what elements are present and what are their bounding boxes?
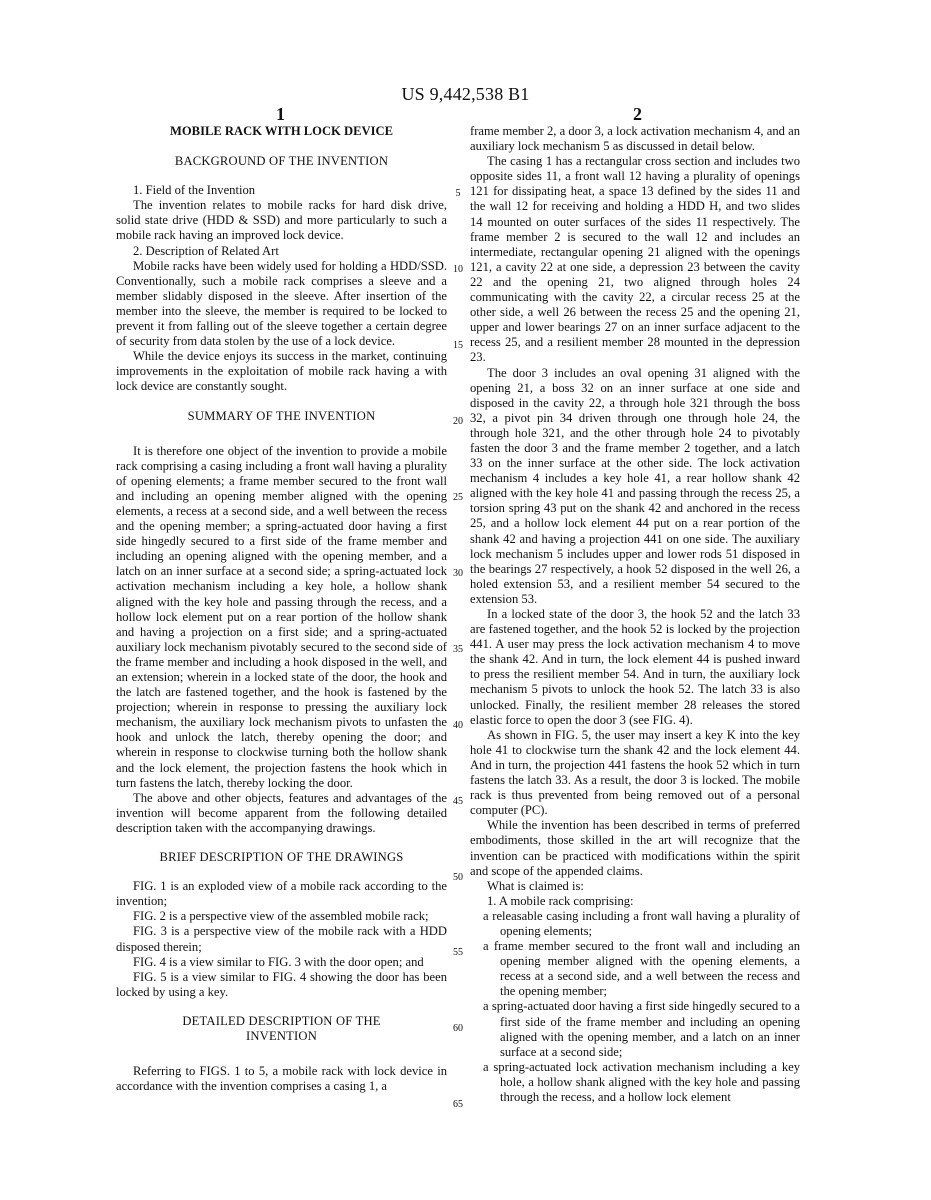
claim-1-element-d: a spring-actuated lock activation mechanism including a key hole, a hollow shank aligned with the key hole and passing through the recess, and a hollow lock element xyxy=(483,1059,800,1104)
line-number-35: 35 xyxy=(453,644,463,655)
heading-detailed-description: DETAILED DESCRIPTION OF THE INVENTION xyxy=(182,1013,381,1043)
detailed-paragraph: Referring to FIGS. 1 to 5, a mobile rack with lock device in accordance with the invention comprises a casing 1, a xyxy=(116,1064,447,1094)
field-heading: 1. Field of the Invention xyxy=(133,183,256,198)
line-number-15: 15 xyxy=(453,340,463,351)
fig3-description: FIG. 3 is a perspective view of the mobile rack with a HDD disposed therein; xyxy=(116,924,447,954)
heading-brief-description: BRIEF DESCRIPTION OF THE DRAWINGS xyxy=(159,850,404,865)
left-column xyxy=(116,124,447,1094)
body-paragraph-4: In a locked state of the door 3, the hook 52 and the latch 33 are fastened together, and the hook 52 is locked by the projection 441. A user may press the lock activation mechanism 4 to move the shank 42. And in turn, the lock element 44 is pushed inward to press the resilient member 54. And in turn, the auxiliary lock mechanism 5 pivots to unlock the hook 52. The latch 33 is also unlocked. Finally, the resilient member 28 releases the stored elastic force to open the door 3 (see FIG. 4). xyxy=(470,607,800,727)
claim-1-element-c: a spring-actuated door having a first side hingedly secured to a first side of the frame member and including an opening aligned with the opening member, and a latch on an inner surface at a second side; xyxy=(483,999,800,1059)
claim-1: 1. A mobile rack comprising: xyxy=(487,893,634,908)
column-number-left: 1 xyxy=(276,104,285,124)
body-paragraph-1: frame member 2, a door 3, a lock activation mechanism 4, and an auxiliary lock mechanism 5 as discussed in detail below. xyxy=(470,124,800,154)
line-number-60: 60 xyxy=(453,1023,463,1034)
fig4-description: FIG. 4 is a view similar to FIG. 3 with the door open; and xyxy=(133,954,424,969)
fig1-description: FIG. 1 is an exploded view of a mobile rack according to the invention; xyxy=(116,879,447,909)
body-paragraph-3: The door 3 includes an oval opening 31 aligned with the opening 21, a boss 32 on an inner surface at one side and disposed in the cavity 22, a through hole 321 through the boss 32, a pivot pin 34 driven through one through hole 24, the through hole 321, and the other through hole 24 to pivotably fasten the door 3 and the frame member 2 together, and a latch 33 on the inner surface at the other side. The lock activation mechanism 4 includes a key hole 41, a rear hollow shank 42 aligned with the key hole 41 and passing through the recess 25, a torsion spring 43 put on the shank 42 and anchored in the recess 25, and a hollow lock element 44 put on a rear portion of the shank 42 and having a projection 441 on one side. The auxiliary lock mechanism 5 includes upper and lower rods 51 disposed in the bearings 27 respectively, a hook 52 disposed in the well 26, a holed extension 53, and a resilient member 54 secured to the extension 53. xyxy=(470,365,800,606)
fig5-description: FIG. 5 is a view similar to FIG. 4 showing the door has been locked by using a key. xyxy=(116,969,447,999)
patent-title: MOBILE RACK WITH LOCK DEVICE xyxy=(170,124,393,138)
line-number-25: 25 xyxy=(453,492,463,503)
related-paragraph: Mobile racks have been widely used for holding a HDD/SSD. Conventionally, such a mobile rack comprises a sleeve and a member slidably disposed in the sleeve. After insertion of the member into the sleeve, the member is required to be locked to prevent it from falling out of the sleeve together a certain degree of security from data stolen by the use of a lock device. xyxy=(116,258,447,349)
summary-paragraph: It is therefore one object of the invention to provide a mobile rack comprising a casing including a front wall having a plurality of opening elements; a frame member secured to the front wall and including an opening member aligned with the opening elements, a recess at a second side, and a well between the recess and the opening member; a spring-actuated door having a first side hingedly secured to a first side of the frame member and including an opening aligned with the opening member, and a latch on an inner surface at a second side; a spring-actuated lock activation mechanism including a key hole, a hollow shank aligned with the key hole and passing through the recess, and a hollow lock element put on a rear portion of the hollow shank and having a projection on a first side; and a spring-actuated auxiliary lock mechanism pivotably secured to the second side of the frame member and including a hook disposed in the well, and an extension; wherein in a locked state of the door, the hook and the latch are fastened together, and the hook is fastened by the projection; wherein in response to pressing the auxiliary lock mechanism, the auxiliary lock mechanism pivots to unfasten the hook and unlock the latch, thereby opening the door; and wherein in response to clockwise turning both the hollow shank and the lock element, the projection fastens the hook which in turn fastens the latch, thereby locking the door. xyxy=(116,443,447,790)
heading-summary: SUMMARY OF THE INVENTION xyxy=(187,408,376,423)
body-paragraph-5: As shown in FIG. 5, the user may insert a key K into the key hole 41 to clockwise turn the shank 42 and the lock element 44. And in turn, the projection 441 fastens the hook 52 which in turn fastens the latch 33. As a result, the door 3 is locked. The mobile rack is thus prevented from being removed out of a personal computer (PC). xyxy=(470,727,800,818)
line-number-55: 55 xyxy=(453,947,463,958)
related-paragraph-2: While the device enjoys its success in the market, continuing improvements in the exploitation of mobile rack having a with lock device are constantly sought. xyxy=(116,349,447,394)
line-number-5: 5 xyxy=(455,188,461,199)
line-number-20: 20 xyxy=(453,416,463,427)
column-number-right: 2 xyxy=(633,104,642,124)
line-number-40: 40 xyxy=(453,720,463,731)
line-number-10: 10 xyxy=(453,264,463,275)
claim-1-element-a: a releasable casing including a front wall having a plurality of opening elements; xyxy=(483,908,800,938)
body-paragraph-2: The casing 1 has a rectangular cross section and includes two opposite sides 11, a front wall 12 having a plurality of openings 121 for dissipating heat, a space 13 defined by the sides 11 and the wall 12 for receiving and holding a HDD H, and two slides 14 mounted on outer surfaces of the sides 11 respectively. The frame member 2 is secured to the wall 12 and includes an intermediate, rectangular opening 21 aligned with the openings 121, a cavity 22 at one side, a depression 23 between the cavity 22 and the opening 21, two aligned through holes 24 communicating with the cavity 22, a circular recess 25 at the other side, a well 26 between the recess 25 and the opening 21, upper and lower bearings 27 on an inner surface adjacent to the recess 25, and a resilient member 28 mounted in the depression 23. xyxy=(470,154,800,365)
line-number-45: 45 xyxy=(453,796,463,807)
related-heading: 2. Description of Related Art xyxy=(133,243,279,258)
right-column xyxy=(470,124,800,1105)
field-paragraph: The invention relates to mobile racks for hard disk drive, solid state drive (HDD & SSD) and more particularly to such a mobile rack having an improved lock device. xyxy=(116,198,447,243)
summary-paragraph-2: The above and other objects, features and advantages of the invention will become apparent from the following detailed description taken with the accompanying drawings. xyxy=(116,790,447,835)
line-number-30: 30 xyxy=(453,568,463,579)
fig2-description: FIG. 2 is a perspective view of the assembled mobile rack; xyxy=(133,909,429,924)
line-number-50: 50 xyxy=(453,872,463,883)
line-number-65: 65 xyxy=(453,1099,463,1110)
patent-number: US 9,442,538 B1 xyxy=(401,84,530,104)
heading-background: BACKGROUND OF THE INVENTION xyxy=(174,154,389,169)
claims-intro: What is claimed is: xyxy=(487,878,584,893)
body-paragraph-6: While the invention has been described in terms of preferred embodiments, those skilled in the art will recognize that the invention can be practiced with modifications within the spirit and scope of the appended claims. xyxy=(470,818,800,878)
claim-1-element-b: a frame member secured to the front wall and including an opening member aligned with the opening elements, a recess at a second side, and a well between the recess and the opening member; xyxy=(483,939,800,999)
